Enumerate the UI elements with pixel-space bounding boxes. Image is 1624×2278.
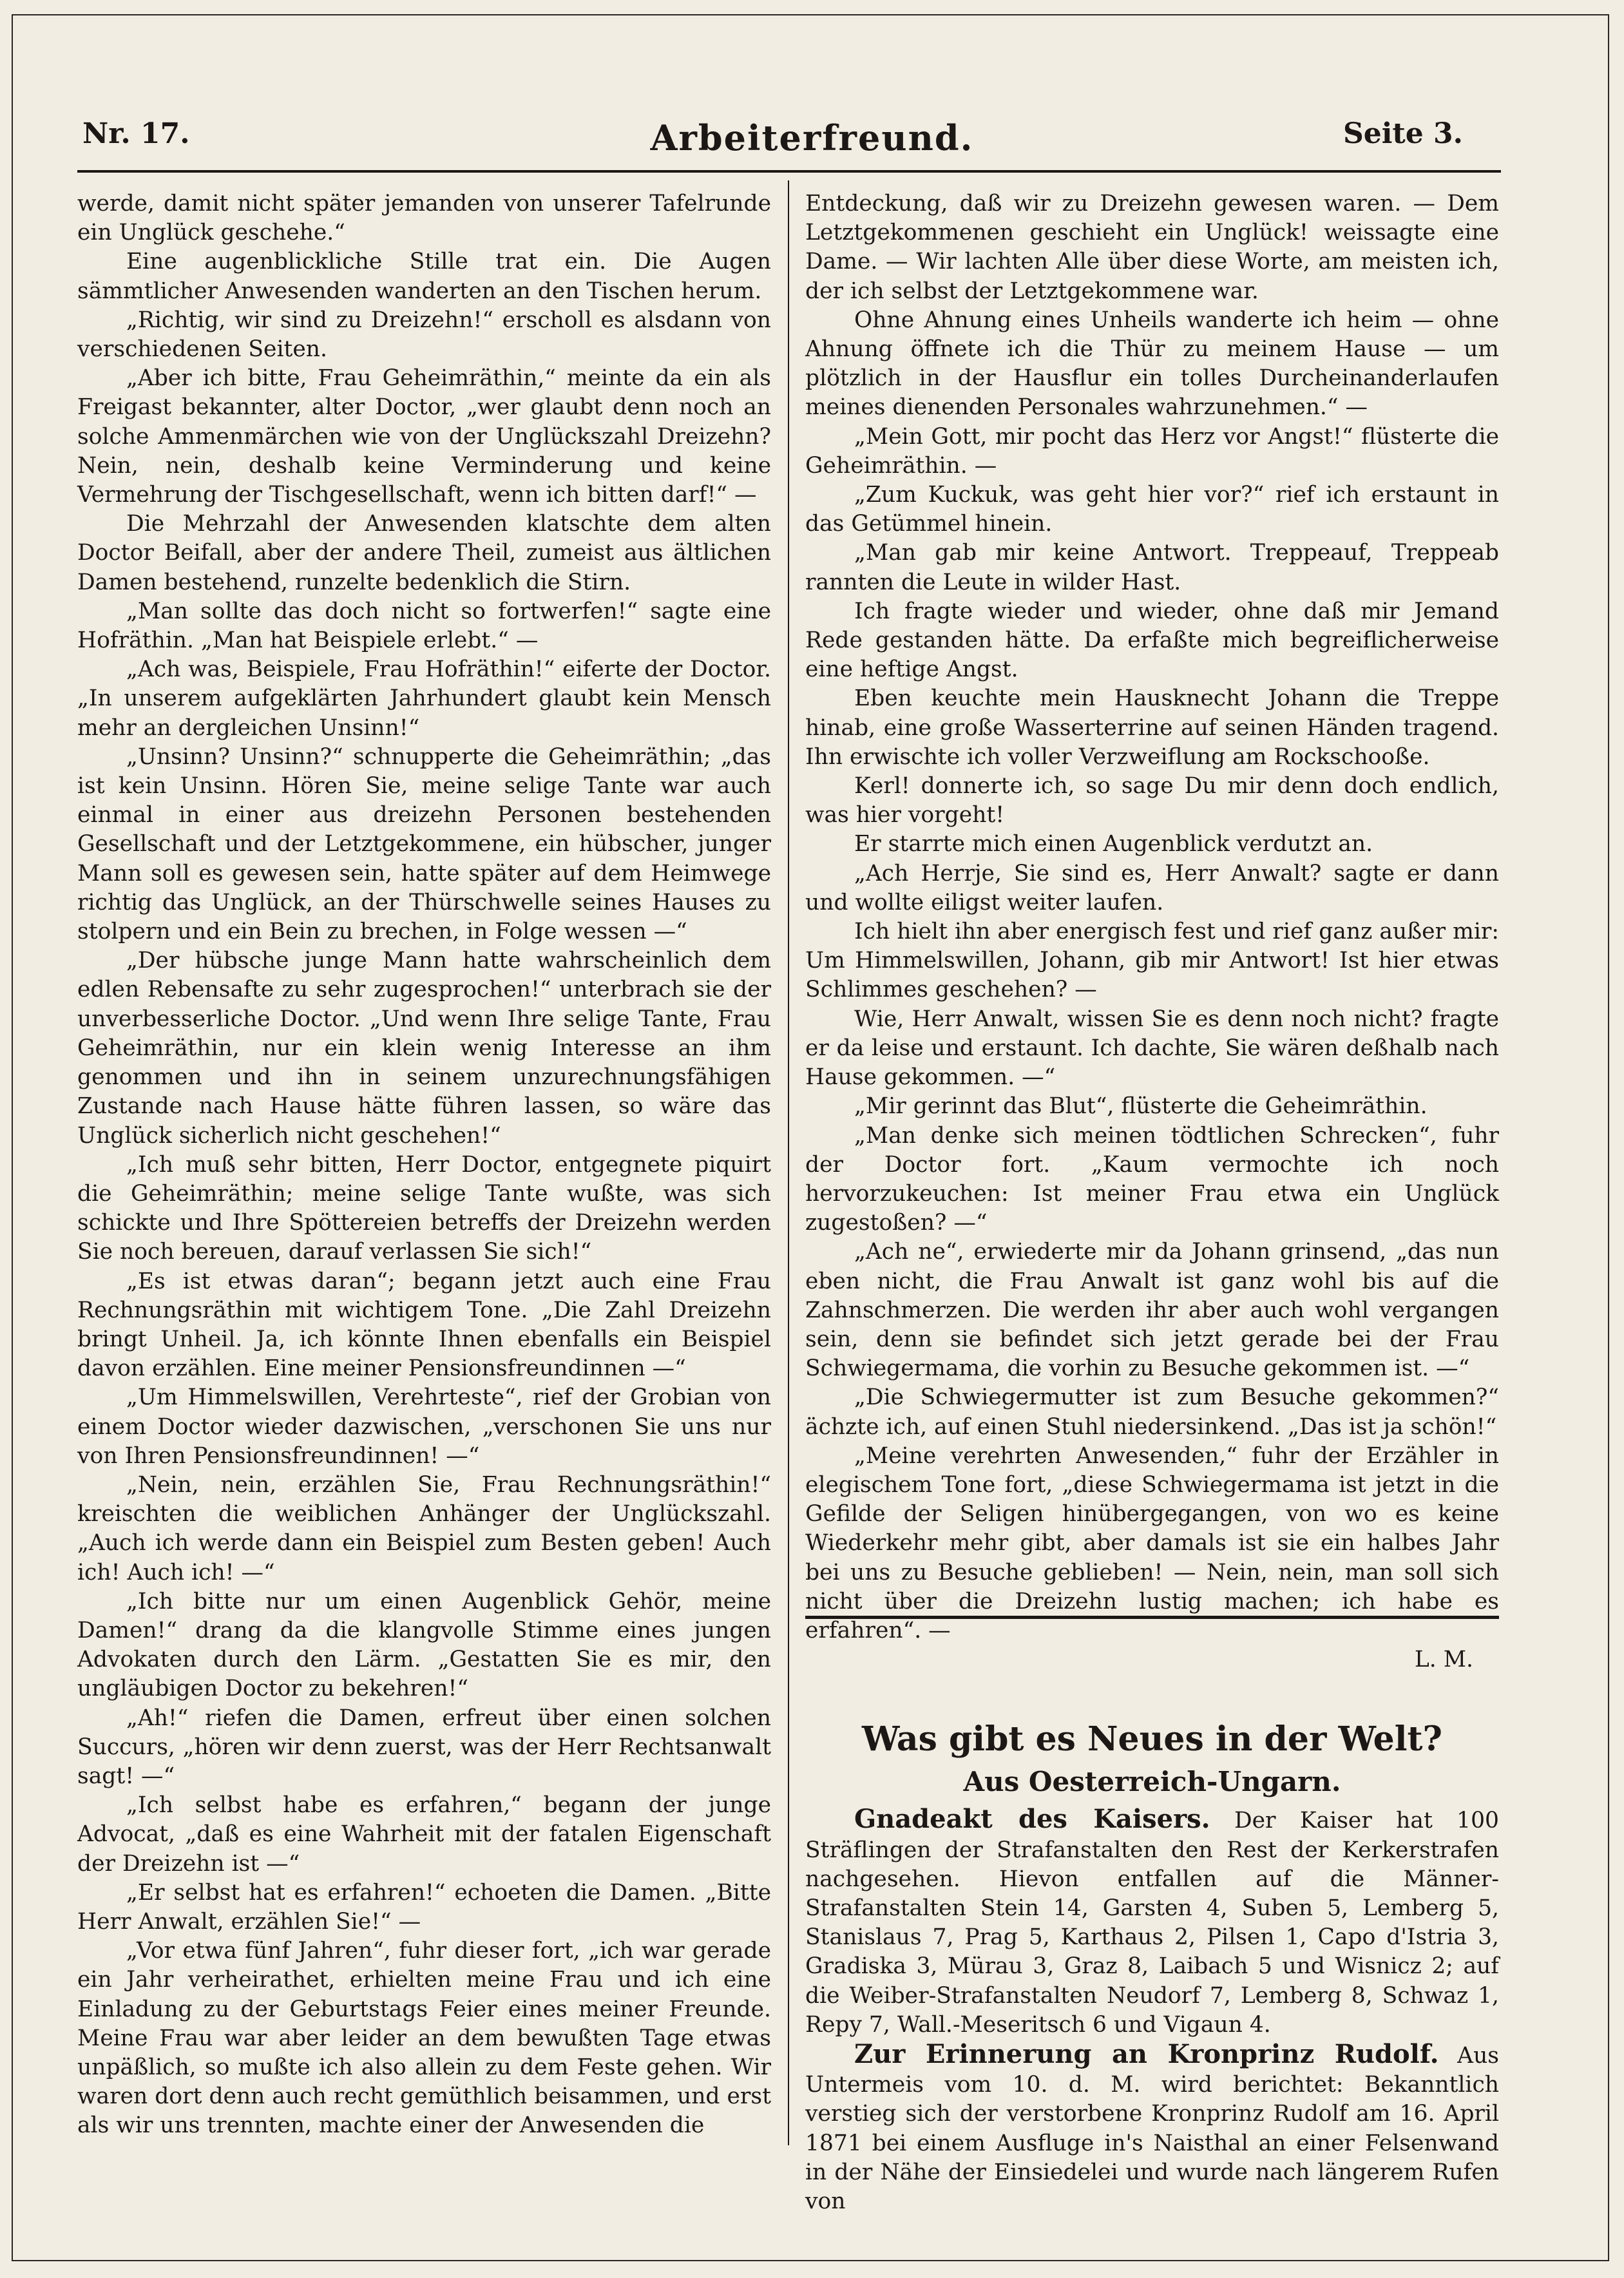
right-column-paragraph: „Mein Gott, mir pocht das Herz vor Angst!“ flüsterte die Geheimräthin. — — [805, 423, 1499, 479]
news-item-pardon-title: Gnadeakt des Kaisers. — [854, 1804, 1210, 1835]
right-column-paragraph: „Mir gerinnt das Blut“, flüsterte die Geheimräthin. — [854, 1093, 1428, 1120]
left-column-paragraph: „Es ist etwas daran“; begann jetzt auch eine Frau Rechnungsräthin mit wichtigem Tone. „Die Zahl Dreizehn bringt Unheil. Ja, ich könnte Ihnen ebenfalls ein Beispiel davon erzählen. Eine meiner Pensionsfreundinnen —“ — [77, 1268, 771, 1382]
left-column-paragraph: „Der hübsche junge Mann hatte wahrscheinlich dem edlen Rebensafte zu sehr zugesprochen!“ unterbrach sie der unverbesserliche Doctor. „Und wenn Ihre selige Tante, Frau Geheimräthin, nur ein klein wenig Interesse an ihm genommen und ihn in seinem unzurechnungsfähigen Zustande nach Hause hätte führen lassen, so wäre das Unglück sicherlich nicht geschehen!“ — [77, 948, 771, 1149]
right-column-paragraph: Wie, Herr Anwalt, wissen Sie es denn noch nicht? fragte er da leise und erstaunt. Ich dachte, Sie wären deßhalb nach Hause gekommen. —“ — [805, 1006, 1499, 1091]
right-column-story — [805, 189, 1499, 1645]
newspaper-title: Arbeiterfreund. — [650, 117, 974, 158]
left-column-paragraph: „Um Himmelswillen, Verehrteste“, rief der Grobian von einem Doctor wieder dazwischen, „verschonen Sie uns nur von Ihren Pensionsfreundinnen! —“ — [77, 1384, 771, 1469]
right-column-paragraph: Er starrte mich einen Augenblick verdutzt an. — [854, 831, 1373, 857]
left-column — [77, 189, 771, 2141]
news-item-rudolf-title: Zur Erinnerung an Kronprinz Rudolf. — [854, 2038, 1439, 2069]
left-column-paragraph: „Ich bitte nur um einen Augenblick Gehör, meine Damen!“ drang da die klangvolle Stimme eines jungen Advokaten durch den Lärm. „Gestatten Sie es mir, den ungläubigen Doctor zu bekehren!“ — [77, 1588, 771, 1702]
news-item-rudolf-text: Aus Untermeis vom 10. d. M. wird berichtet: Bekanntlich verstieg sich der verstorbene Kronprinz Rudolf am 16. April 1871 bei einem Ausfluge in's Naisthal an einer Felsenwand in der Nähe der Einsiedelei und wurde nach längerem Rufen von — [805, 2042, 1499, 2214]
right-column-paragraph: „Man denke sich meinen tödtlichen Schrecken“, fuhr der Doctor fort. „Kaum vermochte ich noch hervorzukeuchen: Ist meiner Frau etwa ein Unglück zugestoßen? —“ — [805, 1122, 1499, 1236]
spacer — [805, 1674, 1499, 1705]
issue-number: Nr. 17. — [82, 117, 190, 150]
left-column-paragraph: Eine augenblickliche Stille trat ein. Die Augen sämmtlicher Anwesenden wanderten an den Tischen herum. — [77, 249, 771, 304]
left-column-paragraph: „Ach was, Beispiele, Frau Hofräthin!“ eiferte der Doctor. „In unserem aufgeklärten Jahrhundert glaubt kein Mensch mehr an dergleichen Unsinn!“ — [77, 656, 771, 741]
column-divider — [788, 180, 789, 2145]
right-column-paragraph: Ohne Ahnung eines Unheils wanderte ich heim — ohne Ahnung öffnete ich die Thür zu meinem Hause — um plötzlich in der Hausflur ein tolles Durcheinanderlaufen meines dienenden Personales wahrzunehmen.“ — — [805, 307, 1499, 421]
left-column-paragraph: werde, damit nicht später jemanden von unserer Tafelrunde ein Unglück geschehe.“ — [77, 191, 771, 246]
right-column-paragraph: „Man gab mir keine Antwort. Treppeauf, Treppeab rannten die Leute in wilder Hast. — [805, 540, 1499, 595]
right-column-paragraph: „Meine verehrten Anwesenden,“ fuhr der Erzähler in elegischem Tone fort, „diese Schwiegermama ist jetzt in die Gefilde der Seligen hinübergegangen, von wo es keine Wiederkehr mehr gibt, aber damals ist sie ein halbes Jahr bei uns zu Besuche geblieben! — Nein, nein, man soll sich nicht über die Dreizehn lustig machen; ich habe es erfahren“. — — [805, 1442, 1499, 1643]
right-column-paragraph: Ich fragte wieder und wieder, ohne daß mir Jemand Rede gestanden hätte. Da erfaßte mich begreiflicherweise eine heftige Angst. — [805, 598, 1499, 683]
right-column-paragraph: „Ach Herrje, Sie sind es, Herr Anwalt? sagte er dann und wollte eiligst weiter laufen. — [805, 860, 1499, 915]
right-column-paragraph: Eben keuchte mein Hausknecht Johann die Treppe hinab, eine große Wasserterrine auf seinen Händen tragend. Ihn erwischte ich voller Verzweiflung am Rockschooße. — [805, 685, 1499, 770]
left-column-paragraph: „Vor etwa fünf Jahren“, fuhr dieser fort, „ich war gerade ein Jahr verheirathet, erhielten meine Frau und ich eine Einladung zu der Geburtstags Feier eines meiner Freunde. Meine Frau war aber leider an dem bewußten Tage etwas unpäßlich, so mußte ich also allein zu dem Feste gehen. Wir waren dort denn auch recht gemüthlich beisammen, und erst als wir uns trennten, machte einer der Anwesenden die — [77, 1938, 771, 2139]
author-signature: L. M. — [1414, 1647, 1473, 1673]
left-column-paragraph: „Er selbst hat es erfahren!“ echoeten die Damen. „Bitte Herr Anwalt, erzählen Sie!“ — — [77, 1879, 771, 1935]
news-subtitle: Aus Oesterreich-Ungarn. — [963, 1766, 1341, 1798]
left-column-paragraph: „Ich selbst habe es erfahren,“ begann der junge Advocat, „daß es eine Wahrheit mit der fatalen Eigenschaft der Dreizehn ist —“ — [77, 1792, 771, 1877]
page-number: Seite 3. — [1342, 117, 1463, 150]
left-column-paragraph: „Aber ich bitte, Frau Geheimräthin,“ meinte da ein als Freigast bekannter, alter Doctor, „wer glaubt denn noch an solche Ammenmärchen wie von der Unglückszahl Dreizehn? Nein, nein, deshalb keine Verminderung und keine Vermehrung der Tischgesellschaft, wenn ich bitten darf!“ — — [77, 365, 771, 508]
news-section-title: Was gibt es Neues in der Welt? — [862, 1719, 1442, 1759]
left-column-paragraph: „Richtig, wir sind zu Dreizehn!“ erscholl es alsdann von verschiedenen Seiten. — [77, 307, 771, 363]
right-column-paragraph: „Zum Kuckuk, was geht hier vor?“ rief ich erstaunt in das Getümmel hinein. — [805, 482, 1499, 537]
left-column-paragraph: „Nein, nein, erzählen Sie, Frau Rechnungsräthin!“ kreischten die weiblichen Anhänger der Unglückszahl. „Auch ich werde dann ein Beispiel zum Besten geben! Auch ich! Auch ich! —“ — [77, 1471, 771, 1585]
right-column-paragraph: Entdeckung, daß wir zu Dreizehn gewesen waren. — Dem Letztgekommenen geschieht ein Unglück! weissagte eine Dame. — Wir lachten Alle über diese Worte, am meisten ich, der ich selbst der Letztgekommene war. — [805, 191, 1499, 304]
right-column — [805, 189, 1499, 2216]
left-column-paragraph: „Ah!“ riefen die Damen, erfreut über einen solchen Succurs, „hören wir denn zuerst, was der Herr Rechtsanwalt sagt! —“ — [77, 1705, 771, 1789]
left-column-paragraph: „Unsinn? Unsinn?“ schnupperte die Geheimräthin; „das ist kein Unsinn. Hören Sie, meine selige Tante war auch einmal in einer aus dreizehn Personen bestehenden Gesellschaft und der Letztgekommene, ein hübscher, junger Mann soll es gewesen sein, hatte später auf dem Heimwege richtig das Unglück, an der Thürschwelle seines Hauses zu stolpern und ein Bein zu brechen, in Folge wessen —“ — [77, 743, 771, 945]
news-item-pardon — [805, 1804, 1499, 2040]
left-column-paragraph: „Man sollte das doch nicht so fortwerfen!“ sagte eine Hofräthin. „Man hat Beispiele erlebt.“ — — [77, 598, 771, 654]
news-item-rudolf — [805, 2040, 1499, 2216]
header-rule — [77, 170, 1501, 173]
right-column-paragraph: „Die Schwiegermutter ist zum Besuche gekommen?“ ächzte ich, auf einen Stuhl niedersinkend. „Das ist ja schön!“ — [805, 1384, 1499, 1440]
right-column-paragraph: Ich hielt ihn aber energisch fest und rief ganz außer mir: Um Himmelswillen, Johann, gib mir Antwort! Ist hier etwas Schlimmes geschehen? — — [805, 919, 1499, 1003]
right-column-paragraph: Kerl! donnerte ich, so sage Du mir denn doch endlich, was hier vorgeht! — [805, 773, 1499, 828]
news-item-pardon-text: Der Kaiser hat 100 Sträflingen der Strafanstalten den Rest der Kerkerstrafen nachgesehen. Hievon entfallen auf die Männer-Strafanstalten Stein 14, Garsten 4, Suben 5, Lemberg 5, Stanislaus 7, Prag 5, Karthaus 2, Pilsen 1, Capo d'Istria 3, Gradiska 3, Mürau 3, Graz 8, Laibach 5 und Wisnicz 2; auf die Weiber-Strafanstalten Neudorf 7, Lemberg 8, Schwaz 1, Repy 7, Wall.-Meseritsch 6 und Vigaun 4. — [805, 1808, 1500, 2038]
left-column-paragraph: Die Mehrzahl der Anwesenden klatschte dem alten Doctor Beifall, aber der andere Theil, zumeist aus ältlichen Damen bestehend, runzelte bedenklich die Stirn. — [77, 511, 771, 595]
right-column-paragraph: „Ach ne“, erwiederte mir da Johann grinsend, „das nun eben nicht, die Frau Anwalt ist ganz wohl bis auf die Zahnschmerzen. Die werden ihr aber auch wohl vergangen sein, denn sie befindet sich jetzt gerade bei der Frau Schwiegermama, die vorhin zu Besuche gekommen ist. —“ — [805, 1239, 1499, 1382]
left-column-paragraph: „Ich muß sehr bitten, Herr Doctor, entgegnete piquirt die Geheimräthin; meine selige Tante wußte, was sich schickte und Ihre Spöttereien betreffs der Dreizehn werden Sie noch bereuen, darauf verlassen Sie sich!“ — [77, 1151, 771, 1265]
